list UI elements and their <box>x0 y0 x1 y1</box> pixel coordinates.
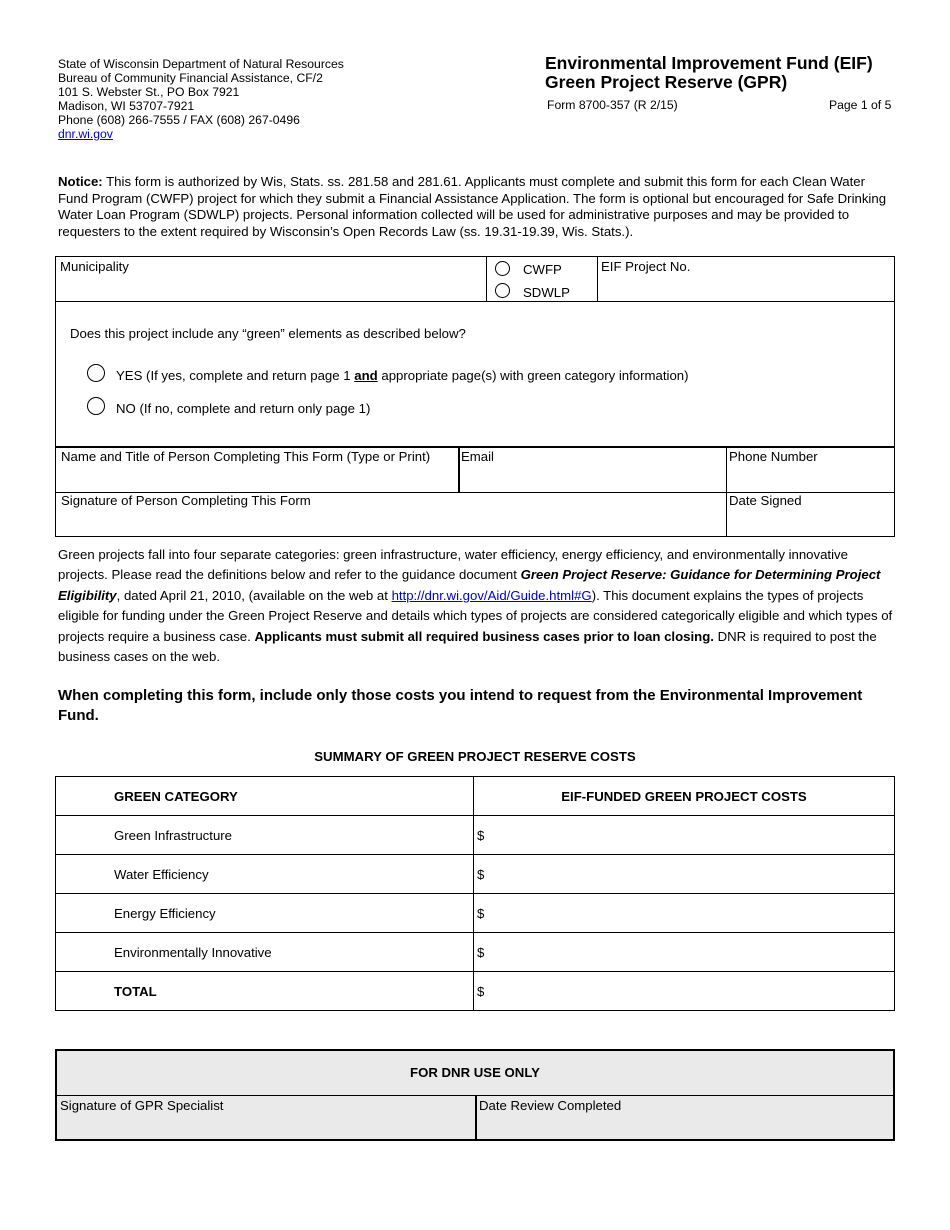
phone-label: Phone Number <box>729 449 818 464</box>
municipality-field[interactable] <box>56 257 486 301</box>
total-row <box>56 972 895 1011</box>
guidance-paragraph: Green projects fall into four separate categories: green infrastructure, water efficiency, energy efficiency, and environmentally innovative projects. Please read the definitions below and refer to the guidance document Green Project Reserve: Guidance for Determining Project Eligibility, dated April 21, 2010, (available on the web at http://dnr.wi.gov/Aid/Guide.html#G). This document explains the types of projects eligible for funding under the Green Project Reserve and details which types of projects are considered categorically eligible and which types of projects require a business case. Applicants must submit all required business cases prior to loan closing. DNR is required to post the business cases on the web. <box>58 547 893 665</box>
column-header: GREEN CATEGORY <box>56 777 474 816</box>
name-title-field[interactable] <box>56 447 458 492</box>
cost-input[interactable]: $ <box>474 933 895 972</box>
category-cell: Environmentally Innovative <box>56 933 474 972</box>
form-title <box>545 54 873 92</box>
signature-field[interactable] <box>56 491 726 536</box>
gpr-signature-field[interactable] <box>57 1096 475 1139</box>
eif-project-label: EIF Project No. <box>601 259 691 274</box>
no-label: NO (If no, complete and return only page 1) <box>116 401 371 416</box>
cwfp-label: CWFP <box>523 262 562 277</box>
cost-input[interactable]: $ <box>474 816 895 855</box>
yes-label: YES (If yes, complete and return page 1 and appropriate page(s) with green category information) <box>116 368 689 383</box>
guidance-link[interactable]: http://dnr.wi.gov/Aid/Guide.html#G <box>391 587 592 603</box>
website-link[interactable]: dnr.wi.gov <box>58 127 113 141</box>
date-signed-label: Date Signed <box>729 493 802 508</box>
agency-address <box>58 57 344 141</box>
summary-title: SUMMARY OF GREEN PROJECT RESERVE COSTS <box>314 749 636 764</box>
dnr-title: FOR DNR USE ONLY <box>410 1065 540 1080</box>
cwfp-radio[interactable] <box>495 261 510 276</box>
category-cell: Water Efficiency <box>56 855 474 894</box>
costs-instruction: When completing this form, include only those costs you intend to request from the Environmental Improvement Fund. <box>58 687 863 724</box>
date-review-field[interactable] <box>477 1096 893 1139</box>
municipality-label: Municipality <box>60 259 129 274</box>
sdwlp-radio[interactable] <box>495 283 510 298</box>
agency-line: Madison, WI 53707-7921 <box>58 99 195 113</box>
title-line-2: Green Project Reserve (GPR) <box>545 72 788 92</box>
contact-row <box>55 446 895 493</box>
dnr-use-only-box <box>55 1049 895 1141</box>
table-row <box>56 816 895 855</box>
agency-line: State of Wisconsin Department of Natural Resources <box>58 57 344 71</box>
title-line-1: Environmental Improvement Fund (EIF) <box>545 53 873 73</box>
page-number: Page 1 of 5 <box>829 98 892 112</box>
agency-line: Phone (608) 266-7555 / FAX (608) 267-0496 <box>58 113 300 127</box>
table-row <box>56 894 895 933</box>
name-title-label: Name and Title of Person Completing This Form (Type or Print) <box>61 449 431 464</box>
date-signed-field[interactable] <box>727 491 894 536</box>
table-row <box>56 933 895 972</box>
email-field[interactable] <box>460 447 726 492</box>
agency-line: 101 S. Webster St., PO Box 7921 <box>58 85 240 99</box>
form-number: Form 8700-357 (R 2/15) <box>547 98 678 112</box>
sdwlp-label: SDWLP <box>523 285 570 300</box>
date-review-label: Date Review Completed <box>479 1098 622 1113</box>
municipality-row <box>55 256 895 302</box>
guidance-doc-title: Green Project Reserve: Guidance for Determining Project Eligibility <box>58 567 881 603</box>
gpr-signature-label: Signature of GPR Specialist <box>60 1098 224 1113</box>
email-label: Email <box>461 449 494 464</box>
cost-input[interactable]: $ <box>474 894 895 933</box>
agency-line: Bureau of Community Financial Assistance, CF/2 <box>58 71 323 85</box>
notice-text: This form is authorized by Wis, Stats. ss. 281.58 and 281.61. Applicants must complete and submit this form for each Clean Water Fund Program (CWFP) project for which they submit a Financial Assistance Application. The form is optional but encouraged for Safe Drinking Water Loan Program (SDWLP) projects. Personal information collected will be used for administrative purposes and may be provided to requesters to the extent required by Wisconsin’s Open Records Law (ss. 19.31-19.39, Wis. Stats.). <box>58 174 887 239</box>
green-question: Does this project include any “green” elements as described below? <box>70 326 466 341</box>
phone-field[interactable] <box>727 447 894 492</box>
summary-table <box>55 776 895 1011</box>
column-header: EIF-FUNDED GREEN PROJECT COSTS <box>474 777 895 816</box>
divider <box>486 257 487 301</box>
total-label: TOTAL <box>56 972 474 1011</box>
notice-label: Notice: <box>58 174 103 189</box>
cost-input[interactable]: $ <box>474 855 895 894</box>
table-row <box>56 855 895 894</box>
notice <box>58 174 894 240</box>
eif-project-field[interactable] <box>598 257 894 301</box>
total-cost-input[interactable]: $ <box>474 972 895 1011</box>
green-question-box <box>55 301 895 448</box>
no-radio[interactable] <box>87 397 105 415</box>
yes-radio[interactable] <box>87 364 105 382</box>
category-cell: Energy Efficiency <box>56 894 474 933</box>
table-header-row <box>56 777 895 816</box>
business-case-requirement: Applicants must submit all required business cases prior to loan closing. <box>254 628 714 644</box>
signature-row <box>55 491 895 537</box>
signature-label: Signature of Person Completing This Form <box>61 493 311 508</box>
category-cell: Green Infrastructure <box>56 816 474 855</box>
